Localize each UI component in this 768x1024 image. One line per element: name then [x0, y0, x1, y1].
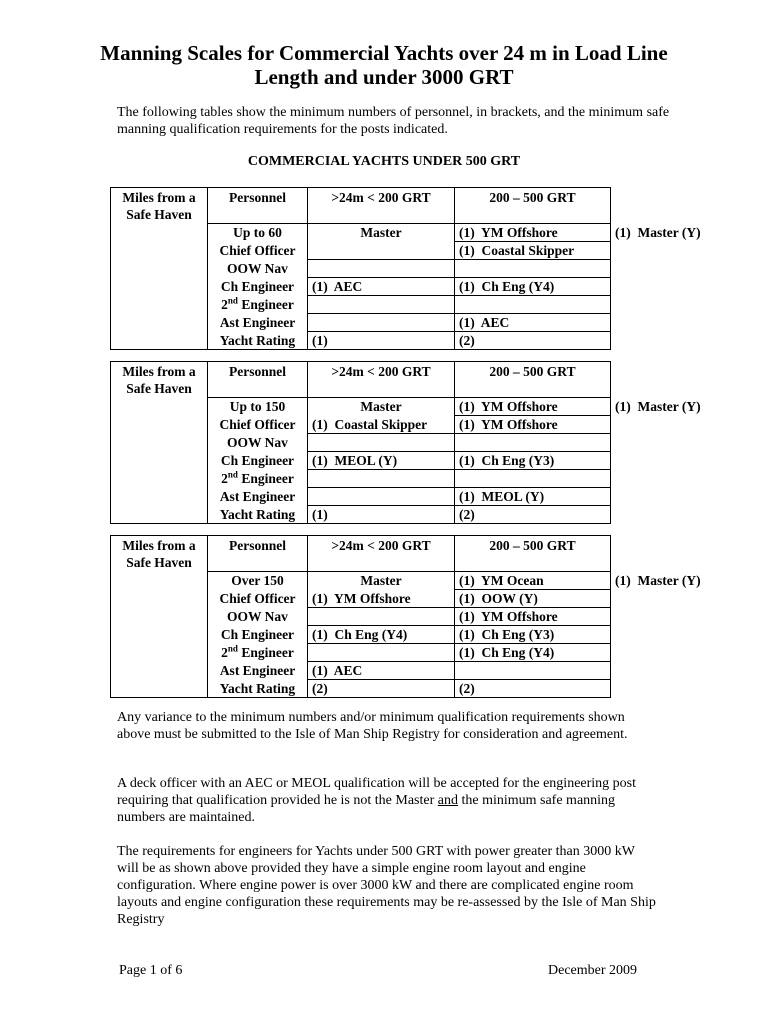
header-personnel: Personnel	[208, 188, 308, 224]
table-row	[111, 506, 611, 524]
requirement-under-200	[308, 470, 455, 488]
range-cell-empty	[111, 644, 208, 662]
requirement-under-200: (1) AEC	[308, 278, 455, 296]
requirement-under-200	[308, 608, 455, 626]
post-second-suffix: nd	[227, 469, 238, 479]
post-second-num: 2	[221, 296, 228, 312]
range-cell: Up to 60	[208, 224, 308, 242]
requirement-200-500	[455, 434, 611, 452]
header-miles-line2: Safe Haven	[126, 381, 192, 396]
table-row	[111, 332, 611, 350]
post-second-suffix: nd	[227, 643, 238, 653]
table-row	[111, 452, 611, 470]
post-second-engineer	[208, 644, 308, 662]
header-200-500: 200 – 500 GRT	[455, 362, 611, 398]
range-cell-empty	[111, 608, 208, 626]
header-miles-line1: Miles from a	[122, 190, 196, 205]
requirement-under-200	[308, 434, 455, 452]
post-yacht-rating: Yacht Rating	[208, 506, 308, 524]
table-row: Up to 60 Master (1) YM Offshore (1) Master (Y)	[111, 224, 611, 242]
range-cell-empty	[111, 680, 208, 698]
header-miles-line2: Safe Haven	[126, 555, 192, 570]
range-cell-empty	[111, 470, 208, 488]
post-chief-officer: Chief Officer	[208, 242, 308, 260]
post-ch-engineer: Ch Engineer	[208, 452, 308, 470]
range-cell-empty	[111, 488, 208, 506]
post-ch-engineer: Ch Engineer	[208, 626, 308, 644]
requirement-200-500: (2)	[455, 506, 611, 524]
header-miles-line1: Miles from a	[122, 538, 196, 553]
requirement-200-500: (1) OOW (Y)	[455, 590, 611, 608]
table-row: Over 150 Master (1) YM Ocean (1) Master (Y)	[111, 572, 611, 590]
range-cell-empty	[111, 332, 208, 350]
requirement-200-500: (1) MEOL (Y)	[455, 488, 611, 506]
requirement-under-200	[308, 296, 455, 314]
header-200-500: 200 – 500 GRT	[455, 536, 611, 572]
requirement-under-200	[308, 242, 455, 260]
requirement-under-200: (1) MEOL (Y)	[308, 452, 455, 470]
post-yacht-rating: Yacht Rating	[208, 680, 308, 698]
header-miles-line2: Safe Haven	[126, 207, 192, 222]
requirement-under-200: (1)	[308, 506, 455, 524]
table-row	[111, 278, 611, 296]
table-row	[111, 242, 611, 260]
range-cell-empty	[111, 296, 208, 314]
requirement-under-200: (1) YM Offshore	[455, 398, 611, 416]
post-second-suffix: nd	[227, 295, 238, 305]
table-row	[111, 434, 611, 452]
post-second-engineer	[208, 296, 308, 314]
range-cell-empty	[111, 434, 208, 452]
requirement-200-500: (1) Ch Eng (Y3)	[455, 452, 611, 470]
requirement-200-500: (1) YM Offshore	[455, 608, 611, 626]
table-row: Up to 150 Master (1) YM Offshore (1) Master (Y)	[111, 398, 611, 416]
requirement-200-500: (1) AEC	[455, 314, 611, 332]
table-row	[111, 662, 611, 680]
table-row	[111, 260, 611, 278]
intro-paragraph: The following tables show the minimum numbers of personnel, in brackets, and the minimum safe manning qualification requirements for the posts indicated.	[117, 105, 670, 137]
post-ast-engineer: Ast Engineer	[208, 488, 308, 506]
table-row	[111, 296, 611, 314]
header-miles	[111, 536, 208, 590]
paragraph-engineers: The requirements for engineers for Yachts under 500 GRT with power greater than 3000 kW will be as shown above provided they have a simple engine room layout and engine configuration. Where engine power is over 3000 kW and there are complicated engine room layouts and engine configuration these requirements may be re-assessed by the Isle of Man Ship Registry	[117, 844, 656, 927]
requirement-200-500: (1) YM Offshore	[455, 416, 611, 434]
table-row	[111, 680, 611, 698]
requirement-200-500: (1) Ch Eng (Y4)	[455, 644, 611, 662]
post-ast-engineer: Ast Engineer	[208, 662, 308, 680]
post-second-text: Engineer	[237, 470, 294, 486]
requirement-under-200: (1) Coastal Skipper	[308, 416, 455, 434]
requirement-200-500	[455, 296, 611, 314]
header-personnel: Personnel	[208, 536, 308, 572]
table-row	[111, 416, 611, 434]
range-cell-empty	[111, 506, 208, 524]
manning-table-1	[110, 187, 701, 350]
post-second-num: 2	[221, 644, 228, 660]
range-cell-empty	[111, 452, 208, 470]
requirement-under-200	[308, 488, 455, 506]
paragraph-deck-officer-text-2: the minimum safe manning numbers are maintained.	[117, 793, 616, 825]
range-cell-empty	[111, 662, 208, 680]
manning-table-2	[110, 361, 701, 524]
post-yacht-rating: Yacht Rating	[208, 332, 308, 350]
range-cell-empty	[111, 260, 208, 278]
range-cell-empty	[111, 626, 208, 644]
page-title: Manning Scales for Commercial Yachts over 24 m in Load Line Length and under 3000 GRT	[100, 41, 668, 89]
table-row	[111, 644, 611, 662]
header-miles	[111, 362, 208, 416]
range-cell-empty	[111, 314, 208, 332]
header-miles	[111, 188, 208, 242]
requirement-under-200: (1) YM Offshore	[455, 224, 611, 242]
range-cell-empty	[111, 242, 208, 260]
requirement-under-200: (2)	[308, 680, 455, 698]
paragraph-variance: Any variance to the minimum numbers and/or minimum qualification requirements shown above must be submitted to the Isle of Man Ship Registry for consideration and agreement.	[117, 710, 628, 742]
requirement-under-200: (1) AEC	[308, 662, 455, 680]
post-second-num: 2	[221, 470, 228, 486]
footer-page-number: Page 1 of 6	[119, 963, 183, 978]
header-under-200: >24m < 200 GRT	[308, 536, 455, 572]
range-cell-empty	[111, 416, 208, 434]
header-miles-line1: Miles from a	[122, 364, 196, 379]
table-row	[111, 488, 611, 506]
requirement-200-500: (1) Ch Eng (Y3)	[455, 626, 611, 644]
requirement-under-200: (1) YM Offshore	[308, 590, 455, 608]
post-ch-engineer: Ch Engineer	[208, 278, 308, 296]
requirement-200-500	[455, 260, 611, 278]
manning-table-3	[110, 535, 701, 698]
requirement-200-500: (2)	[455, 680, 611, 698]
post-ast-engineer: Ast Engineer	[208, 314, 308, 332]
requirement-200-500	[455, 470, 611, 488]
paragraph-deck-officer-text-1: A deck officer with an AEC or MEOL qualification will be accepted for the engineering post requiring that qualification provided he is not the Master	[117, 776, 637, 808]
requirement-under-200	[308, 260, 455, 278]
post-second-engineer	[208, 470, 308, 488]
footer-date: December 2009	[548, 963, 638, 978]
paragraph-deck-officer	[117, 775, 657, 826]
table-row	[111, 590, 611, 608]
table-row	[111, 626, 611, 644]
requirement-under-200	[308, 644, 455, 662]
post-second-text: Engineer	[237, 296, 294, 312]
requirement-200-500	[455, 662, 611, 680]
table-row	[111, 470, 611, 488]
section-title: COMMERCIAL YACHTS UNDER 500 GRT	[247, 154, 521, 169]
requirement-under-200: (1) YM Ocean	[455, 572, 611, 590]
requirement-200-500: (1) Coastal Skipper	[455, 242, 611, 260]
post-master: Master	[308, 572, 455, 590]
range-cell: Up to 150	[208, 398, 308, 416]
post-master: Master	[308, 398, 455, 416]
requirement-200-500: (2)	[455, 332, 611, 350]
post-oow-nav: OOW Nav	[208, 434, 308, 452]
post-master: Master	[308, 224, 455, 242]
paragraph-deck-officer-underlined: and	[437, 793, 458, 808]
range-cell-empty	[111, 590, 208, 608]
requirement-under-200: (1) Ch Eng (Y4)	[308, 626, 455, 644]
table-row	[111, 314, 611, 332]
post-chief-officer: Chief Officer	[208, 590, 308, 608]
requirement-200-500: (1) Ch Eng (Y4)	[455, 278, 611, 296]
header-personnel: Personnel	[208, 362, 308, 398]
header-200-500: 200 – 500 GRT	[455, 188, 611, 224]
post-second-text: Engineer	[237, 644, 294, 660]
requirement-under-200: (1)	[308, 332, 455, 350]
post-chief-officer: Chief Officer	[208, 416, 308, 434]
post-oow-nav: OOW Nav	[208, 608, 308, 626]
table-row	[111, 608, 611, 626]
range-cell-empty	[111, 278, 208, 296]
range-cell: Over 150	[208, 572, 308, 590]
header-under-200: >24m < 200 GRT	[308, 188, 455, 224]
requirement-under-200	[308, 314, 455, 332]
post-oow-nav: OOW Nav	[208, 260, 308, 278]
header-under-200: >24m < 200 GRT	[308, 362, 455, 398]
